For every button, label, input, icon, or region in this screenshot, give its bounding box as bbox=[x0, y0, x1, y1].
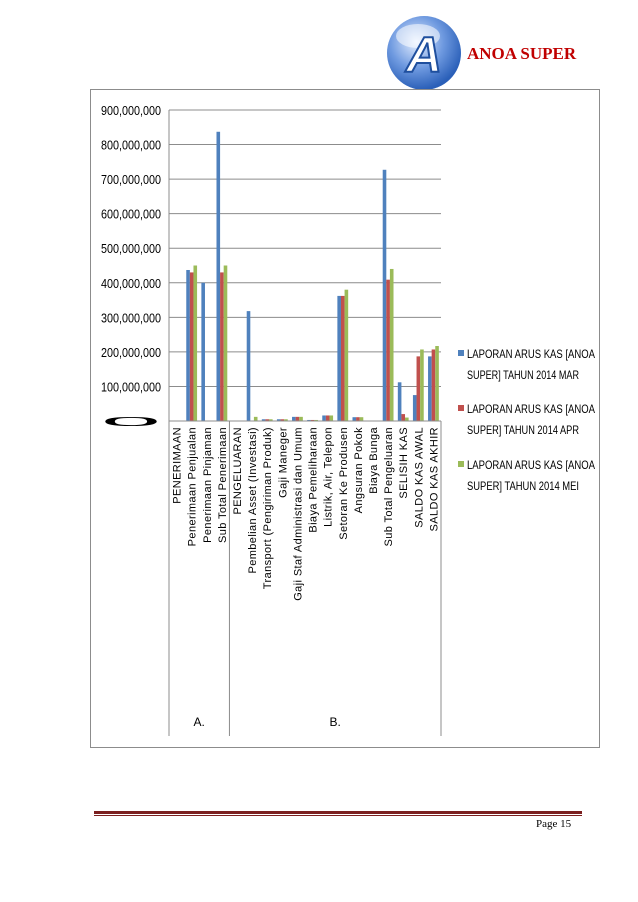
bar bbox=[360, 417, 364, 421]
page-number: Page 15 bbox=[536, 818, 572, 830]
legend-label-line2: SUPER] TAHUN 2014 MEI bbox=[467, 479, 579, 493]
bar bbox=[383, 170, 387, 421]
x-tick-label: SALDO KAS AKHIR bbox=[428, 427, 441, 532]
x-tick-label: Transport (Pengiriman Produk) bbox=[262, 427, 275, 590]
anoa-logo bbox=[385, 14, 463, 92]
footer-rule-thin bbox=[94, 815, 582, 816]
bar bbox=[326, 415, 330, 421]
y-tick-label: 700,000,000 bbox=[101, 173, 162, 188]
y-tick-label: 900,000,000 bbox=[101, 104, 162, 118]
x-tick-label: SALDO KAS AWAL bbox=[413, 427, 426, 528]
legend-label-line1: LAPORAN ARUS KAS [ANOA bbox=[467, 402, 595, 416]
bar bbox=[201, 283, 205, 421]
x-tick-label: Biaya Bunga bbox=[368, 427, 380, 494]
bar bbox=[435, 346, 439, 421]
bar bbox=[299, 417, 303, 421]
x-tick-label: Penerimaan Penjualan bbox=[186, 427, 199, 547]
bar bbox=[352, 417, 356, 421]
y-tick-label: 400,000,000 bbox=[101, 276, 162, 291]
x-tick-label: Sub Total Pengeluaran bbox=[383, 427, 396, 547]
bar bbox=[398, 382, 402, 421]
y-tick-label: 500,000,000 bbox=[101, 242, 162, 257]
y-tick-label: 600,000,000 bbox=[101, 207, 162, 222]
bar bbox=[247, 311, 251, 421]
bar bbox=[186, 270, 190, 421]
bar bbox=[417, 356, 421, 421]
legend-swatch bbox=[458, 405, 464, 411]
group-label: B. bbox=[329, 715, 341, 729]
y-tick-label: 100,000,000 bbox=[101, 380, 162, 395]
bar bbox=[345, 290, 349, 421]
bar bbox=[254, 417, 258, 421]
x-tick-label: Sub Total Penerimaan bbox=[216, 427, 229, 544]
x-tick-label: Penerimaan Pinjaman bbox=[201, 427, 214, 543]
bar bbox=[405, 418, 409, 421]
bar bbox=[329, 415, 333, 421]
bar bbox=[292, 417, 296, 421]
legend-label-line1: LAPORAN ARUS KAS [ANOA bbox=[467, 347, 595, 361]
x-tick-label: PENERIMAAN bbox=[171, 427, 184, 504]
y-tick-label: 0 bbox=[101, 415, 162, 429]
bar bbox=[337, 296, 341, 421]
x-tick-label: SELISIH KAS bbox=[398, 427, 411, 499]
bar bbox=[193, 266, 197, 422]
bar bbox=[386, 280, 390, 421]
bar-chart bbox=[91, 90, 599, 747]
y-tick-label: 300,000,000 bbox=[101, 311, 162, 326]
bar bbox=[216, 132, 220, 421]
bar bbox=[428, 356, 432, 421]
group-label: A. bbox=[193, 715, 205, 729]
legend-label-line1: LAPORAN ARUS KAS [ANOA bbox=[467, 458, 595, 472]
legend-swatch bbox=[458, 461, 464, 467]
x-tick-label: Angsuran Pokok bbox=[352, 427, 365, 514]
legend-label-line2: SUPER] TAHUN 2014 APR bbox=[467, 423, 580, 437]
logo-letter: A bbox=[405, 27, 443, 83]
bar bbox=[322, 415, 326, 421]
bar bbox=[413, 395, 417, 421]
footer-rule bbox=[94, 811, 582, 814]
bar bbox=[296, 417, 300, 421]
bar bbox=[420, 349, 424, 421]
bar bbox=[190, 272, 194, 421]
bar bbox=[220, 272, 224, 421]
bar bbox=[432, 349, 436, 421]
bar bbox=[356, 417, 360, 421]
bar bbox=[341, 296, 345, 421]
y-tick-label: 200,000,000 bbox=[101, 345, 162, 360]
brand-title: ANOA SUPER bbox=[467, 44, 577, 63]
bar bbox=[390, 269, 394, 421]
x-tick-label: PENGELUARAN bbox=[232, 427, 244, 515]
bar bbox=[224, 266, 228, 422]
chart-area bbox=[90, 89, 600, 748]
x-tick-label: Listrik, Air, Telepon bbox=[322, 427, 335, 527]
x-tick-label: Gaji Maneger bbox=[277, 427, 290, 498]
x-tick-label: Pembelian Asset (Investasi) bbox=[247, 427, 260, 574]
x-tick-label: Gaji Staf Administrasi dan Umum bbox=[292, 427, 305, 601]
legend-label-line2: SUPER] TAHUN 2014 MAR bbox=[467, 368, 580, 382]
x-tick-label: Biaya Pemeliharaan bbox=[307, 427, 320, 533]
x-tick-label: Setoran Ke Produsen bbox=[337, 427, 350, 540]
bar bbox=[401, 414, 405, 421]
legend-swatch bbox=[458, 350, 464, 356]
y-tick-label: 800,000,000 bbox=[101, 138, 162, 153]
